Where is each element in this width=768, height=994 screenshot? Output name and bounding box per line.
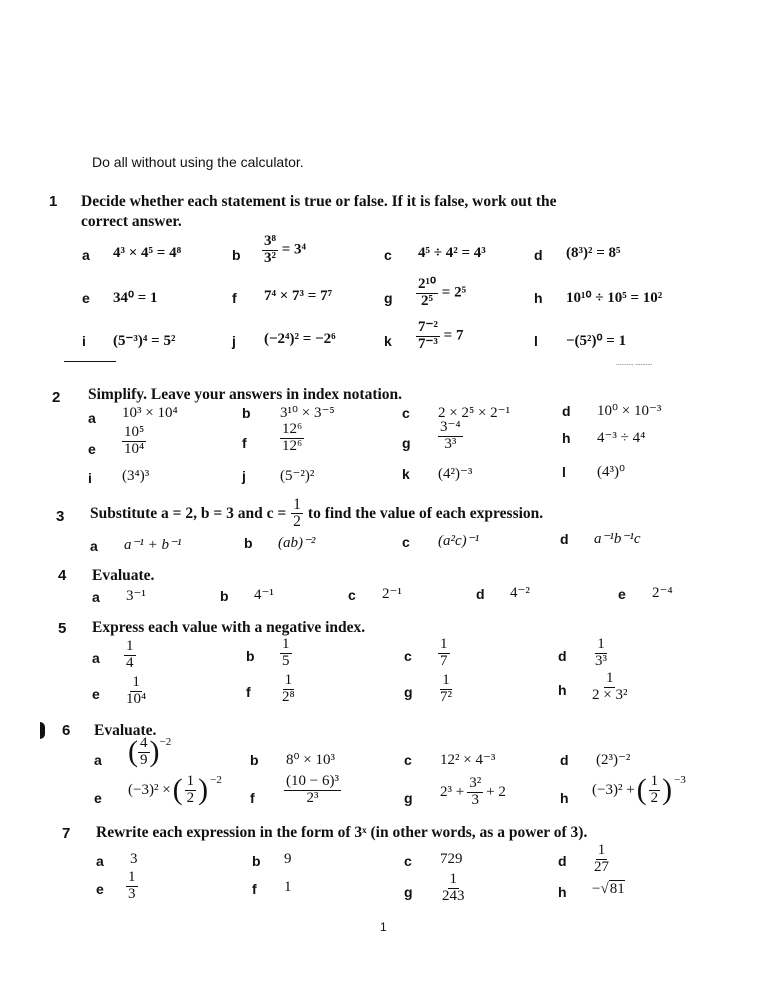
q7-expr-g: [440, 872, 467, 905]
q1-expr-a: 4³ × 4⁵ = 4⁸: [113, 245, 182, 261]
q6-f-numerator: (10 − 6)³: [286, 773, 339, 789]
q6-g-suffix: + 2: [486, 783, 506, 800]
q1-label-g: g: [384, 290, 393, 306]
q3-expr-a: a⁻¹ + b⁻¹: [124, 537, 182, 553]
q1-label-a: a: [82, 247, 90, 263]
q2-label-i: i: [88, 470, 92, 486]
q2-text: Simplify. Leave your answers in index notation.: [88, 386, 403, 403]
q1-g-denominator: 2⁵: [421, 292, 433, 309]
q4-expr-c: 2⁻¹: [382, 586, 402, 602]
q3-label-c: c: [402, 534, 410, 550]
q3-label-d: d: [560, 531, 569, 547]
q2-e-numerator: 10⁵: [124, 424, 145, 440]
q5-label-h: h: [558, 682, 567, 698]
q5-label-f: f: [246, 684, 251, 700]
q5-label-g: g: [404, 684, 413, 700]
q5-c-numerator: 1: [440, 636, 448, 652]
q5-e-denominator: 10⁴: [126, 690, 147, 707]
q1-expr-g: [416, 277, 466, 310]
q3-label-b: b: [244, 535, 253, 551]
q4-expr-d: 4⁻²: [510, 585, 530, 601]
scan-smudge: .......... ..........: [616, 358, 653, 367]
q6-label-b: b: [250, 752, 259, 768]
q5-b-numerator: 1: [282, 636, 290, 652]
q6-g-prefix: 2³ +: [440, 783, 465, 800]
q5-b-denominator: 5: [282, 652, 290, 669]
q1-expr-l: −(5²)⁰ = 1: [566, 333, 627, 349]
q5-expr-e: [124, 675, 148, 708]
q2-g-numerator: 3⁻⁴: [440, 419, 461, 435]
q2-expr-k: (4²)⁻³: [438, 466, 473, 482]
q3-expr-c: (a²c)⁻¹: [438, 533, 480, 549]
q5-label-e: e: [92, 686, 100, 702]
section-divider: [64, 361, 116, 362]
q2-expr-d: 10⁰ × 10⁻³: [597, 403, 662, 419]
q6-h-numerator: 1: [650, 773, 659, 789]
q5-expr-a: [124, 639, 136, 672]
q3-number: 3: [56, 508, 65, 525]
q2-label-h: h: [562, 430, 571, 446]
q1-label-d: d: [534, 247, 543, 263]
q7-text: Rewrite each expression in the form of 3ˣ (in other words, as a power of 3).: [96, 824, 588, 841]
q1-expr-d: (8³)² = 8⁵: [566, 245, 621, 261]
q6-e-open-paren: (: [172, 773, 183, 807]
q1-expr-e: 34⁰ = 1: [113, 290, 158, 306]
q5-f-numerator: 1: [284, 672, 293, 688]
q6-a-open-paren: (: [128, 735, 138, 769]
q6-a-denominator: 9: [140, 751, 148, 768]
q7-label-g: g: [404, 884, 413, 900]
q5-d-numerator: 1: [597, 636, 605, 652]
q5-label-a: a: [92, 650, 100, 666]
margin-mark: [40, 722, 45, 739]
q7-label-e: e: [96, 881, 104, 897]
q1-k-denominator: 7⁻³: [418, 335, 438, 352]
q4-expr-e: 2⁻⁴: [652, 585, 673, 601]
q5-h-denominator: 2 × 3²: [592, 686, 628, 703]
q2-f-denominator: 12⁶: [282, 437, 303, 454]
q7-label-f: f: [252, 881, 257, 897]
q2-label-j: j: [242, 468, 246, 484]
q2-expr-b: 3¹⁰ × 3⁻⁵: [280, 405, 335, 421]
q4-label-b: b: [220, 588, 229, 604]
q5-label-c: c: [404, 648, 412, 664]
q5-expr-d: [593, 637, 609, 670]
q6-a-exponent: −2: [159, 736, 172, 748]
q1-expr-i: (5⁻³)⁴ = 5²: [113, 333, 176, 349]
q7-expr-a: 3: [130, 851, 138, 867]
q1-expr-b: [262, 234, 306, 267]
q1-expr-j: (−2⁴)² = −2⁶: [264, 331, 336, 347]
q4-label-a: a: [92, 589, 100, 605]
q2-expr-i: (3⁴)³: [122, 468, 150, 484]
q4-expr-b: 4⁻¹: [254, 587, 274, 603]
q6-expr-a: [128, 736, 171, 769]
q2-label-c: c: [402, 405, 410, 421]
q7-number: 7: [62, 825, 71, 842]
q4-label-d: d: [476, 586, 485, 602]
q6-number: 6: [62, 722, 71, 739]
q5-label-b: b: [246, 648, 255, 664]
q1-g-rest: = 2⁵: [441, 284, 467, 301]
q6-e-denominator: 2: [186, 789, 195, 806]
q2-e-denominator: 10⁴: [124, 440, 145, 457]
q2-label-b: b: [242, 405, 251, 421]
q2-label-f: f: [242, 435, 247, 451]
q1-k-rest: = 7: [443, 327, 464, 344]
q1-b-denominator: 3²: [264, 249, 276, 266]
q5-e-numerator: 1: [132, 674, 140, 690]
q1-label-l: l: [534, 333, 538, 349]
q6-h-exponent: −3: [674, 774, 686, 786]
q2-label-k: k: [402, 466, 410, 482]
q7-h-radicand: 81: [609, 881, 625, 897]
q2-expr-a: 10³ × 10⁴: [122, 405, 178, 421]
q3-text-denominator: 2: [293, 513, 301, 531]
q6-expr-g: [440, 776, 506, 809]
page-number: 1: [380, 920, 387, 934]
q6-a-close-paren: ): [149, 735, 160, 769]
q7-g-denominator: 243: [442, 887, 465, 904]
q6-e-prefix: (−3)² ×: [128, 781, 171, 798]
q3-text-post: to find the value of each expression.: [307, 504, 544, 522]
q6-label-a: a: [94, 752, 102, 768]
q6-h-prefix: (−3)² +: [592, 781, 635, 798]
q6-expr-c: 12² × 4⁻³: [440, 752, 496, 768]
q5-expr-c: [438, 637, 450, 670]
q2-g-denominator: 3³: [444, 435, 457, 452]
q1-label-k: k: [384, 333, 392, 349]
q6-h-denominator: 2: [650, 789, 659, 806]
q5-expr-b: [280, 637, 292, 670]
q2-label-g: g: [402, 435, 411, 451]
q5-f-denominator: 2⁸: [282, 688, 295, 705]
q2-label-l: l: [562, 464, 566, 480]
q6-label-c: c: [404, 752, 412, 768]
q6-text: Evaluate.: [94, 722, 157, 739]
q7-g-numerator: 1: [449, 871, 457, 887]
q6-e-numerator: 1: [186, 773, 195, 789]
q7-expr-d: [592, 843, 611, 876]
q5-g-numerator: 1: [442, 672, 450, 688]
q3-expr-b: (ab)⁻²: [278, 535, 316, 551]
q3-text-numerator: 1: [293, 496, 301, 513]
q5-label-d: d: [558, 648, 567, 664]
q4-label-c: c: [348, 587, 356, 603]
q6-g-numerator: 3²: [469, 775, 482, 791]
q7-expr-f: 1: [284, 879, 292, 895]
q4-label-e: e: [618, 586, 626, 602]
instruction-text: Do all without using the calculator.: [92, 154, 304, 170]
q6-label-h: h: [560, 790, 569, 806]
q5-d-denominator: 3³: [595, 652, 607, 669]
q6-f-denominator: 2³: [306, 789, 319, 806]
q6-expr-f: [284, 774, 341, 807]
q1-expr-h: 10¹⁰ ÷ 10⁵ = 10²: [566, 290, 663, 306]
q6-h-open-paren: (: [636, 773, 647, 807]
q6-expr-e: [128, 774, 222, 807]
q6-expr-d: (2³)⁻²: [596, 752, 631, 768]
q1-expr-c: 4⁵ ÷ 4² = 4³: [418, 245, 486, 261]
q7-expr-b: 9: [284, 851, 292, 867]
q2-expr-e: [122, 425, 146, 458]
q1-k-numerator: 7⁻²: [418, 319, 438, 335]
q3-expr-d: a⁻¹b⁻¹c: [594, 531, 641, 547]
q2-number: 2: [52, 389, 61, 406]
q7-label-d: d: [558, 853, 567, 869]
q3-text: [90, 497, 543, 531]
q5-number: 5: [58, 620, 67, 637]
q1-label-b: b: [232, 247, 241, 263]
q6-e-close-paren: ): [198, 773, 209, 807]
q7-label-a: a: [96, 853, 104, 869]
q3-label-a: a: [90, 538, 98, 554]
q4-expr-a: 3⁻¹: [126, 588, 146, 604]
q2-expr-l: (4³)⁰: [597, 464, 626, 480]
q5-a-numerator: 1: [126, 638, 134, 654]
q1-label-e: e: [82, 290, 90, 306]
q6-label-f: f: [250, 790, 255, 806]
q7-d-numerator: 1: [597, 842, 606, 858]
q1-label-f: f: [232, 290, 237, 306]
q7-label-b: b: [252, 853, 261, 869]
q5-h-numerator: 1: [605, 670, 614, 686]
q6-e-exponent: −2: [210, 774, 222, 786]
q6-g-denominator: 3: [471, 791, 479, 808]
q5-c-denominator: 7: [440, 652, 448, 669]
q2-expr-c: 2 × 2⁵ × 2⁻¹: [438, 405, 511, 421]
q1-number: 1: [49, 193, 58, 210]
q5-expr-h: [590, 671, 629, 704]
q2-f-numerator: 12⁶: [282, 421, 303, 437]
q1-label-i: i: [82, 333, 86, 349]
q7-e-denominator: 3: [128, 885, 136, 902]
q2-expr-g: [438, 420, 463, 453]
q1-text-line2: correct answer.: [81, 213, 182, 230]
q7-expr-c: 729: [440, 851, 463, 867]
q7-d-denominator: 27: [594, 858, 609, 875]
q1-label-h: h: [534, 290, 543, 306]
q2-label-a: a: [88, 410, 96, 426]
q7-e-numerator: 1: [128, 869, 136, 885]
q4-number: 4: [58, 567, 67, 584]
q5-expr-f: [280, 673, 297, 706]
q2-label-d: d: [562, 403, 571, 419]
q1-expr-k: [416, 320, 463, 353]
q6-label-e: e: [94, 790, 102, 806]
q2-expr-h: 4⁻³ ÷ 4⁴: [597, 430, 646, 446]
q5-expr-g: [438, 673, 454, 706]
q1-expr-f: 7⁴ × 7³ = 7⁷: [264, 288, 333, 304]
q2-expr-f: [280, 422, 304, 455]
q3-text-pre: Substitute a = 2, b = 3 and c =: [90, 504, 287, 522]
q1-label-c: c: [384, 247, 392, 263]
q1-label-j: j: [232, 333, 236, 349]
q7-label-c: c: [404, 853, 412, 869]
q6-h-close-paren: ): [662, 773, 673, 807]
q5-a-denominator: 4: [126, 654, 134, 671]
q1-g-numerator: 2¹⁰: [418, 276, 437, 292]
q1-text-line1: Decide whether each statement is true or false. If it is false, work out the: [81, 193, 557, 210]
q7-expr-e: [126, 870, 138, 903]
q7-h-sign: −√: [592, 881, 609, 897]
q6-label-d: d: [560, 752, 569, 768]
q5-g-denominator: 7²: [440, 688, 452, 705]
q4-text: Evaluate.: [92, 567, 155, 584]
q6-expr-h: [592, 774, 686, 807]
q7-expr-h: [592, 881, 625, 898]
q6-label-g: g: [404, 790, 413, 806]
q1-b-rest: = 3⁴: [281, 241, 307, 258]
q2-expr-j: (5⁻²)²: [280, 468, 315, 484]
q2-label-e: e: [88, 441, 96, 457]
q6-a-numerator: 4: [140, 735, 148, 751]
q5-text: Express each value with a negative index.: [92, 619, 366, 636]
q1-b-numerator: 3⁸: [264, 233, 276, 249]
q7-label-h: h: [558, 884, 567, 900]
q6-expr-b: 8⁰ × 10³: [286, 752, 335, 768]
